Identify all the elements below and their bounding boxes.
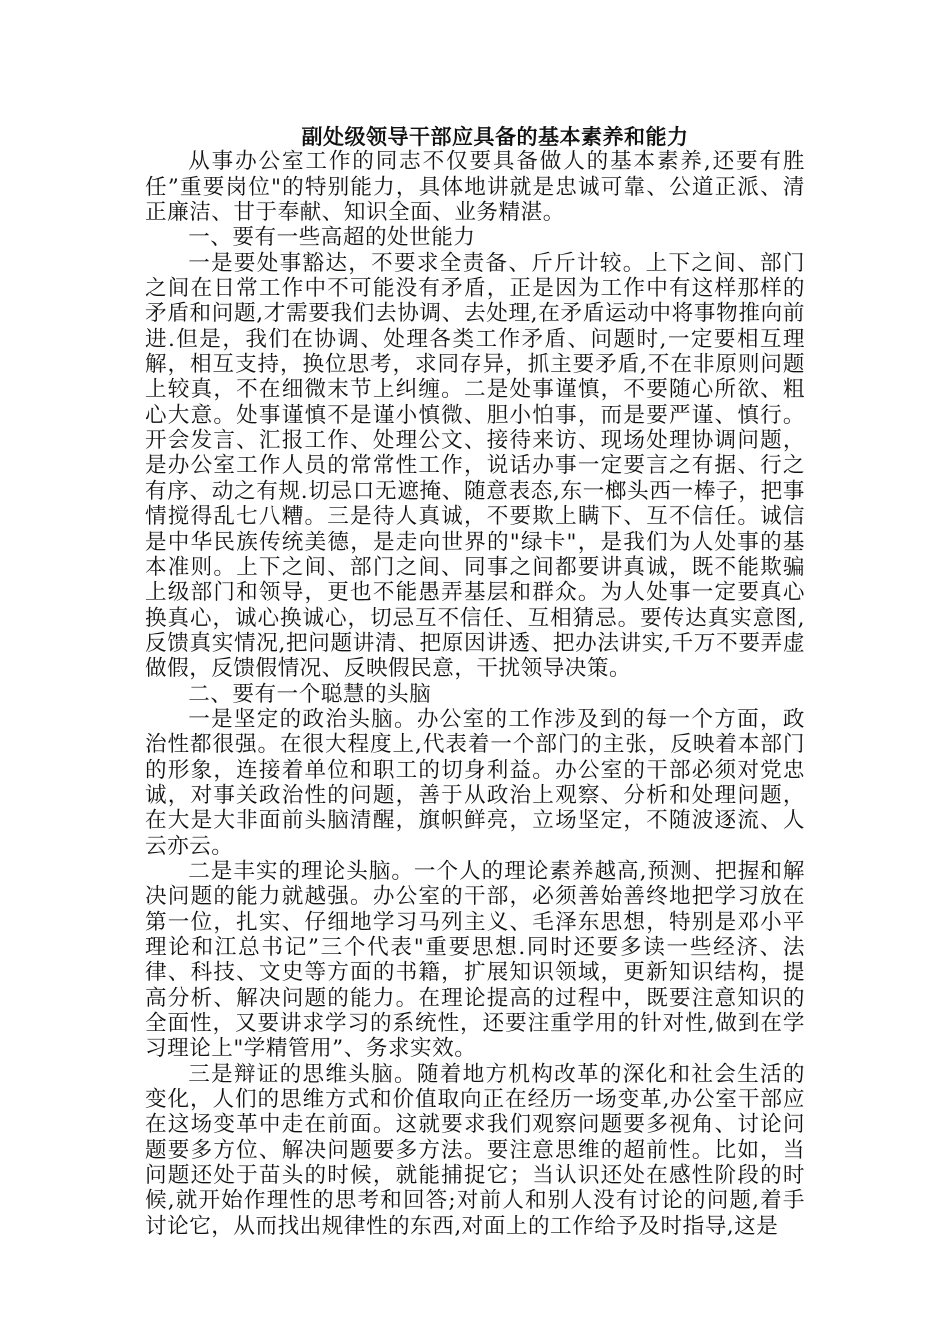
section-heading-2: 二、要有一个聪慧的头脑 xyxy=(188,681,432,707)
body-paragraph: 三是辩证的思维头脑。随着地方机构改革的深化和社会生活的变化，人们的思维方式和价值取向正在经历一场变革,办公室干部应在这场变革中走在前面。这就要求我们观察问题要多视角、讨论问题要多方位、解决问题要多方法。要注意思维的超前性。比如，当问题还处于苗头的时候，就能捕捉它；当认识还处在感性阶段的时候,就开始作理性的思考和回答;对前人和别人没有讨论的问题,着手讨论它，从而找出规律性的东西,对面上的工作给予及时指导,这是 xyxy=(145,1061,805,1239)
body-paragraph: 一是要处事豁达，不要求全责备、斤斤计较。上下之间、部门之间在日常工作中不可能没有矛盾，正是因为工作中有这样那样的矛盾和问题,才需要我们去协调、去处理,在矛盾运动中将事物推向前进.但是，我们在协调、处理各类工作矛盾、问题时,一定要相互理解，相互支持，换位思考，求同存异，抓主要矛盾,不在非原则问题上较真，不在细微末节上纠缠。二是处事谨慎，不要随心所欲、粗心大意。处事谨慎不是谨小慎微、胆小怕事，而是要严谨、慎行。开会发言、汇报工作、处理公文、接待来访、现场处理协调问题，是办公室工作人员的常常性工作，说话办事一定要言之有据、行之有序、动之有规.切忌口无遮掩、随意表态,东一榔头西一棒子，把事情搅得乱七八糟。三是待人真诚，不要欺上瞒下、互不信任。诚信是中华民族传统美德，是走向世界的"绿卡"，是我们为人处事的基本准则。上下之间、部门之间、同事之间都要讲真诚，既不能欺骗上级部门和领导，更也不能愚弄基层和群众。为人处事一定要真心换真心，诚心换诚心，切忌互不信任、互相猜忌。要传达真实意图,反馈真实情况,把问题讲清、把原因讲透、把办法讲实,千万不要弄虚做假，反馈假情况、反映假民意，干扰领导决策。 xyxy=(145,250,805,682)
body-paragraph: 一是坚定的政治头脑。办公室的工作涉及到的每一个方面，政治性都很强。在很大程度上,代表着一个部门的主张，反映着本部门的形象，连接着单位和职工的切身利益。办公室的干部必须对党忠诚，对事关政治性的问题，善于从政治上观察、分析和处理问题，在大是大非面前头脑清醒，旗帜鲜亮，立场坚定，不随波逐流、人云亦云。 xyxy=(145,706,805,859)
section-heading-1: 一、要有一些高超的处世能力 xyxy=(188,225,476,251)
document-title: 副处级领导干部应具备的基本素养和能力 xyxy=(301,124,689,149)
intro-paragraph: 从事办公室工作的同志不仅要具备做人的基本素养,还要有胜任”重要岗位"的特别能力，具体地讲就是忠诚可靠、公道正派、清正廉洁、甘于奉献、知识全面、业务精湛。 xyxy=(145,149,805,226)
body-paragraph: 二是丰实的理论头脑。一个人的理论素养越高,预测、把握和解决问题的能力就越强。办公室的干部，必须善始善终地把学习放在第一位，扎实、仔细地学习马列主义、毛泽东思想，特别是邓小平理论和江总书记”三个代表"重要思想.同时还要多读一些经济、法律、科技、文史等方面的书籍，扩展知识领域，更新知识结构，提高分析、解决问题的能力。在理论提高的过程中，既要注意知识的全面性，又要讲求学习的系统性，还要注重学用的针对性,做到在学习理论上"学精管用”、务求实效。 xyxy=(145,858,805,1062)
document-page xyxy=(145,124,805,1239)
